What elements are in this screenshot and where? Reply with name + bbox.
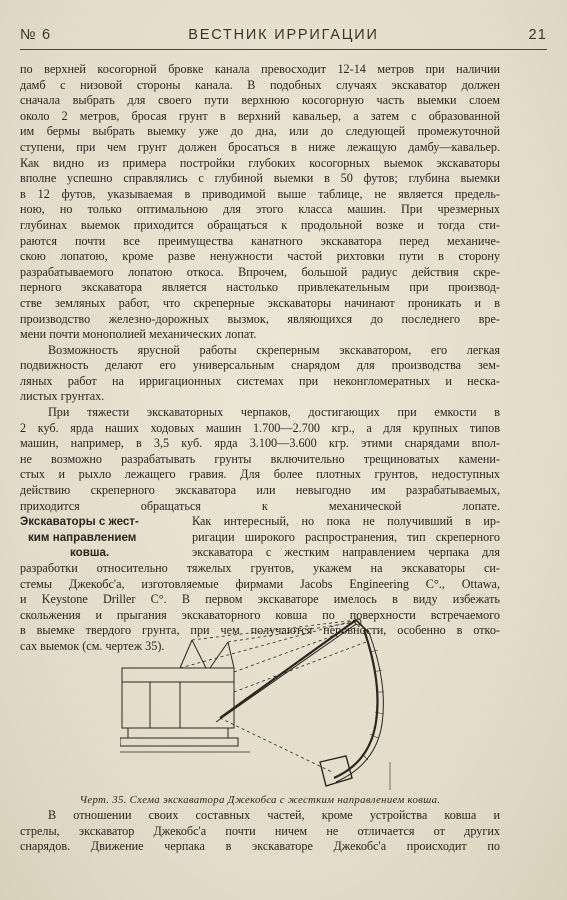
text-line: им бермы выбрать выемку уже до дна, или до следующей промежуточной [20,124,500,139]
text-line: дамб с низовой стороны канала. В подобных случаях экскаватор должен [20,77,500,92]
text-line: машин, например, в 3,5 куб. ярда 3.100—3.600 кгр. этими снарядами впол- [20,436,500,451]
text-line: приходится обращаться к механической лопате. [20,498,500,513]
paragraph-1 [20,62,500,343]
text-line: ковша. экскаватора с жестким направлением черпака для [20,545,500,561]
journal-title: ВЕСТНИК ИРРИГАЦИИ [188,27,379,43]
paragraph-5 [20,808,500,855]
text-line: листых грунтах. [20,389,105,404]
paragraph-3 [20,405,500,514]
side-heading: ковша. [70,546,110,560]
text-line: скою лопатою, кроме разве ненужности частой рихтовки пути в сторону [20,249,500,264]
text-line: мени почти монополией механических лопат. [20,327,257,342]
text-line: В отношении своих составных частей, кроме устройства ковша и [48,808,500,822]
text-line: подвижность делают его универсальным снарядом для производства зем- [20,358,500,373]
body-text [20,62,500,655]
text-line: раются почти все преимущества канатного экскаватора перед механиче- [20,233,500,248]
paragraph-2 [20,343,500,405]
text-line: в 12 футов, указываемая в приводимой выше таблице, не является предель- [20,186,500,201]
text-line: вполне успешно справлялись с глубиной выемки в 50 футов; глубина выемки [20,171,500,186]
text-line: стрелы, экскаватор Джекобс'а почти ничем не отличается от других [20,823,500,838]
text-line: около 2 метров, бросая грунт в верхний кавальер, а затем с образованной [20,108,500,123]
text-line: действию скреперного экскаватора или невыгодно им разрабатываемых, [20,483,500,498]
text-line: глубинах выемок приходится обращаться к продольной возке и тогда сти- [20,217,500,232]
text-line: сначала выбрать для своего пути верхнюю косогорную часть выемки слоем [20,93,500,108]
text-line: Возможность ярусной работы скреперным экскаватором, его легкая [48,342,500,357]
mast [180,640,192,668]
text-line: по верхней косогорной бровке канала превосходит 12-14 метров при наличии [20,62,500,76]
page-number: 21 [528,27,547,43]
side-heading: Экскаваторы с жест- [20,515,139,529]
text-line: разработки относительно тяжелых грунтов, укажем на экскаваторы си- [20,561,500,575]
text-line: ною, но только оптимальною для этого класса машин. При чрезмерных [20,202,500,217]
text-line: Как видно из примера постройки глубоких косогорных выемок экскаваторы [20,155,500,170]
text-line: 2 куб. ярда наших ходовых машин 1.700—2.700 кгр., а для крупных типов [20,420,500,435]
machine-base [120,738,238,746]
figure-caption: Черт. 35. Схема экскаватора Джекобса с жестким направлением ковша. [79,794,441,806]
machine-house [122,668,234,728]
text-line: производство железно-дорожных вызмок, являющихся до последнего вре- [20,311,500,326]
text-line: стых и рыхло лежащего гравия. Для более плотных грунтов, недоступных [20,467,500,482]
text-line: стве земляных работ, что скреперные экскаваторы начинают проникать и в [20,295,500,310]
text-line: При тяжести экскаваторных черпаков, достигающих при емкости в [48,405,500,420]
text-line: снарядов. Движение черпака в экскаваторе Джекобс'а происходит по [20,839,500,854]
text-line: Экскаваторы с жест- Как интересный, но пока не получивший в ир- [20,514,500,529]
excavator-schematic-figure [120,612,410,792]
text-line: разрабатываемого лопатою откоса. Впрочем, большой радиус действия скре- [20,264,500,279]
text-line: в выемке твердого грунта, при чем получаются неровности, особенно в отко- [20,623,500,638]
text-line: скольжения и прыгания экскаваторного ковша по поверхности встречаемого [20,607,500,622]
text-line: стемы Джекобс'а, изготовляемые фирмами Jacobs Engineering C°., Ottawa, [20,576,500,591]
text-line: перного экскаватора является настолько привлекательным при производ- [20,280,500,295]
text-line: ступени, при чем грунт должен бросаться в ниже лежащую дамбу—кавальер. [20,139,500,154]
running-header [20,24,547,46]
bucket-guide-arm [334,630,378,778]
text-line: не возможно разрабатывать грунты включительно трещиноватых камени- [20,451,500,466]
header-rule [20,49,547,50]
text-line: сах выемок (см. чертеж 35). [20,638,165,653]
issue-number: № 6 [20,27,52,43]
text-line: ляных работ на ирригационных системах при неконгломератных и неска- [20,373,500,388]
body-text-continued [20,808,500,855]
text-line: и Keystone Driller C°. В первом экскаваторе имелось в виду избежать [20,592,500,607]
side-heading: ким направлением [28,530,137,544]
text-line: ким направлением ригации широкого распространения, тип скреперного [20,530,500,546]
